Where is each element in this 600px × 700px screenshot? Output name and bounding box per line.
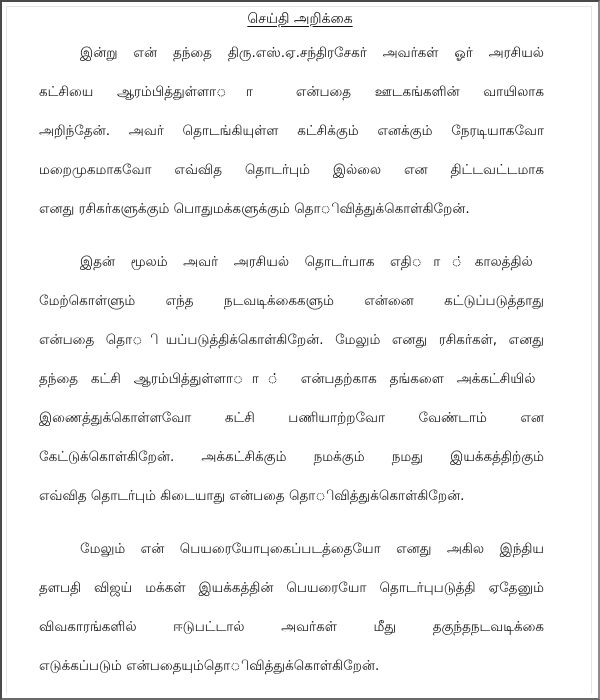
paragraph-line: இணைத்துக்கொள்ளவோ கட்சி பணியாற்றவோ வேண்டாம் என bbox=[39, 410, 544, 426]
paragraph-line: இன்று என் தந்தை திரு.எஸ்.ஏ.சந்திரசேகர் அவர்கள் ஓர் அரசியல் bbox=[80, 45, 544, 61]
paragraph-line: இதன் மூலம் அவர் அரசியல் தொடர்பாக எதி◌ா◌்காலத்தில் bbox=[80, 254, 533, 270]
document-title bbox=[2, 11, 598, 29]
paragraph-line: தந்தை கட்சி ஆரம்பித்துள்ளா◌ா◌் என்பதற்காக தங்களை அக்கட்சியில் bbox=[39, 371, 536, 387]
paragraph-spacer bbox=[39, 516, 544, 530]
paragraph-line: விவகாரங்களில் ஈடுபட்டால் அவர்கள் மீது தகுந்தநடவடிக்கை bbox=[39, 619, 544, 635]
paragraph-line: என்பதை தொ◌ியப்படுத்திக்கொள்கிறேன். மேலும் எனது ரசிகர்கள், எனது bbox=[39, 332, 544, 348]
paragraph-line: மேற்கொள்ளும் எந்த நடவடிக்கைகளும் என்னை கட்டுப்படுத்தாது bbox=[39, 293, 544, 309]
document-body bbox=[39, 34, 544, 686]
paragraph-2 bbox=[39, 243, 544, 516]
paragraph-line: எடுக்கப்படும் என்பதையும்தொ◌ிவித்துக்கொள்கிறேன். bbox=[39, 658, 380, 674]
paragraph-line: அறிந்தேன். அவர் தொடங்கியுள்ள கட்சிக்கும் எனக்கும் நேரடியாகவோ bbox=[39, 123, 544, 139]
paragraph-line: எவ்வித தொடர்பும் கிடையாது என்பதை தொ◌ிவித்துக்கொள்கிறேன். bbox=[39, 488, 465, 504]
paragraph-3 bbox=[39, 530, 544, 686]
paragraph-line: கட்சியை ஆரம்பித்துள்ளா◌ா என்பதை ஊடகங்களின் வாயிலாக bbox=[39, 84, 544, 100]
paragraph-line: எனது ரசிகர்களுக்கும் பொதுமக்களுக்கும் தொ◌ிவித்துக்கொள்கிறேன். bbox=[39, 201, 470, 217]
paragraph-line: தளபதி விஜய் மக்கள் இயக்கத்தின் பெயரையோ தொடர்புபடுத்தி ஏதேனும் bbox=[39, 580, 544, 596]
title-text: செய்தி அறிக்கை bbox=[247, 11, 353, 27]
paragraph-line: மறைமுகமாகவோ எவ்வித தொடர்பும் இல்லை என திட்டவட்டமாக bbox=[39, 162, 544, 178]
paragraph-1 bbox=[39, 34, 544, 229]
paragraph-spacer bbox=[39, 229, 544, 243]
paragraph-line: கேட்டுக்கொள்கிறேன். அக்கட்சிக்கும் நமக்கும் நமது இயக்கத்திற்கும் bbox=[39, 449, 544, 465]
paragraph-line: மேலும் என் பெயரையோபுகைப்படத்தையோ எனது அகில இந்திய bbox=[80, 541, 544, 557]
